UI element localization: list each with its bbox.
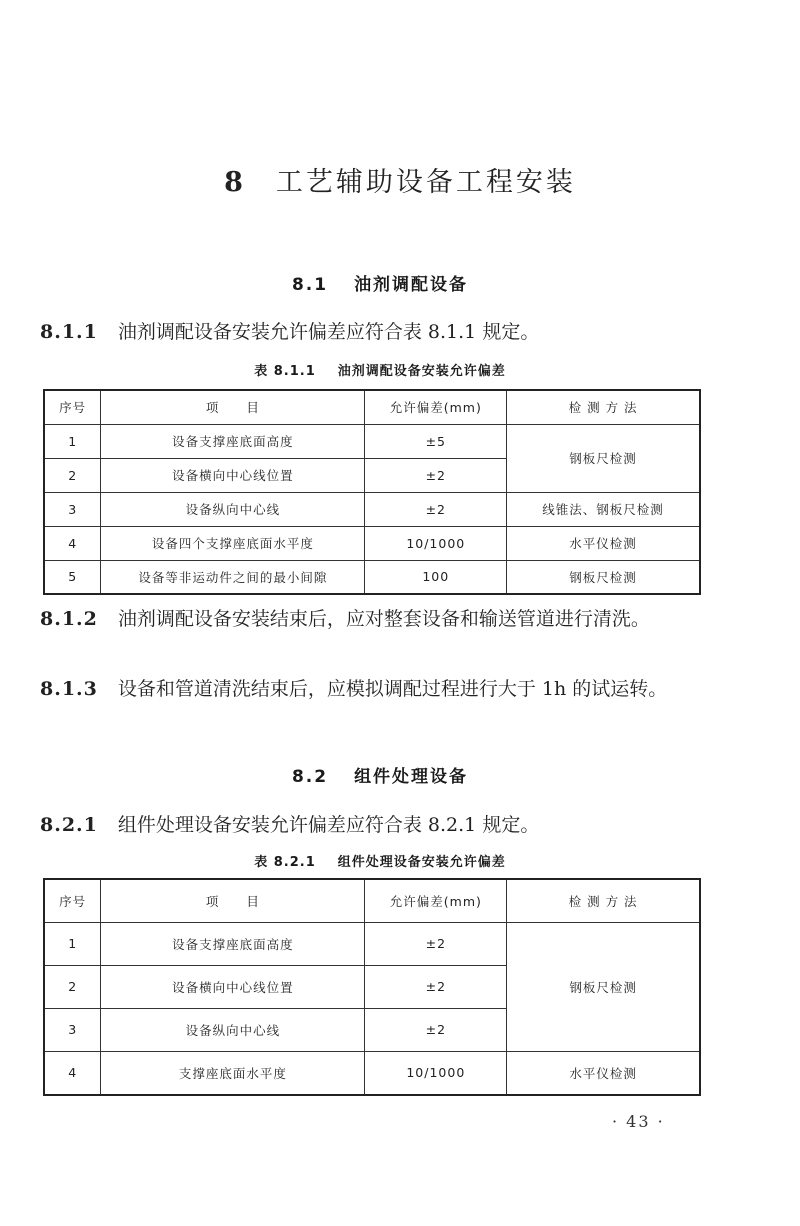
cell-method: 钢板尺检测 — [507, 560, 700, 594]
table-row — [44, 560, 700, 594]
header-method: 检 测 方 法 — [507, 879, 700, 922]
cell-method: 钢板尺检测 — [507, 922, 700, 1051]
table-row — [44, 492, 700, 526]
cell-method: 线锥法、钢板尺检测 — [507, 492, 700, 526]
clause-8-2-1 — [40, 808, 700, 842]
cell-item: 设备纵向中心线 — [101, 492, 365, 526]
section-title-text: 组件处理设备 — [354, 767, 469, 787]
table-row — [44, 922, 700, 965]
cell-tolerance: ±2 — [365, 458, 507, 492]
section-number: 8.1 — [291, 275, 329, 295]
table-caption-8-2-1 — [0, 851, 760, 870]
clause-number: 8.2.1 — [40, 814, 98, 836]
cell-tolerance: ±2 — [365, 492, 507, 526]
table-header-row — [44, 879, 700, 922]
table-caption-number: 表 8.2.1 — [254, 855, 316, 870]
header-tolerance: 允许偏差(mm) — [365, 879, 507, 922]
cell-no: 3 — [44, 1008, 101, 1051]
table-caption-title: 油剂调配设备安装允许偏差 — [337, 364, 506, 379]
clause-text: 油剂调配设备安装结束后，应对整套设备和输送管道进行清洗。 — [117, 608, 650, 630]
clause-number: 8.1.2 — [40, 608, 98, 630]
cell-no: 4 — [44, 1051, 101, 1095]
cell-item: 设备横向中心线位置 — [101, 458, 365, 492]
clause-8-1-2 — [40, 602, 700, 636]
cell-method: 水平仪检测 — [507, 526, 700, 560]
section-number: 8.2 — [291, 767, 329, 787]
table-caption-number: 表 8.1.1 — [254, 364, 316, 379]
cell-no: 5 — [44, 560, 101, 594]
chapter-title — [0, 160, 800, 199]
clause-text: 油剂调配设备安装允许偏差应符合表 8.1.1 规定。 — [117, 321, 540, 343]
chapter-number: 8 — [224, 167, 246, 198]
cell-tolerance: ±5 — [365, 424, 507, 458]
table-row — [44, 526, 700, 560]
cell-method: 水平仪检测 — [507, 1051, 700, 1095]
cell-item: 设备等非运动件之间的最小间隙 — [101, 560, 365, 594]
cell-tolerance: 100 — [365, 560, 507, 594]
cell-item: 设备四个支撑座底面水平度 — [101, 526, 365, 560]
cell-tolerance: ±2 — [365, 1008, 507, 1051]
cell-item: 设备横向中心线位置 — [101, 965, 365, 1008]
section-title-8-2 — [0, 762, 760, 787]
page-number: · 43 · — [612, 1112, 665, 1131]
clause-8-1-1 — [40, 315, 700, 349]
header-no: 序号 — [44, 390, 101, 424]
cell-item: 设备支撑座底面高度 — [101, 922, 365, 965]
cell-no: 2 — [44, 458, 101, 492]
cell-tolerance: 10/1000 — [365, 1051, 507, 1095]
section-title-8-1 — [0, 270, 760, 295]
header-item: 项 目 — [101, 390, 365, 424]
cell-tolerance: 10/1000 — [365, 526, 507, 560]
clause-number: 8.1.1 — [40, 321, 98, 343]
table-8-2-1 — [43, 878, 701, 1096]
cell-no: 3 — [44, 492, 101, 526]
header-method: 检 测 方 法 — [507, 390, 700, 424]
cell-tolerance: ±2 — [365, 922, 507, 965]
cell-method: 钢板尺检测 — [507, 424, 700, 492]
table-row — [44, 1051, 700, 1095]
cell-no: 1 — [44, 922, 101, 965]
header-tolerance: 允许偏差(mm) — [365, 390, 507, 424]
table-caption-title: 组件处理设备安装允许偏差 — [337, 855, 506, 870]
clause-number: 8.1.3 — [40, 678, 98, 700]
table-8-1-1 — [43, 389, 701, 595]
header-no: 序号 — [44, 879, 101, 922]
cell-no: 4 — [44, 526, 101, 560]
table-row — [44, 424, 700, 458]
cell-item: 设备纵向中心线 — [101, 1008, 365, 1051]
cell-tolerance: ±2 — [365, 965, 507, 1008]
table-caption-8-1-1 — [0, 360, 760, 379]
header-item: 项 目 — [101, 879, 365, 922]
cell-item: 支撑座底面水平度 — [101, 1051, 365, 1095]
clause-text: 组件处理设备安装允许偏差应符合表 8.2.1 规定。 — [117, 814, 540, 836]
table-header-row — [44, 390, 700, 424]
cell-no: 2 — [44, 965, 101, 1008]
chapter-title-text: 工艺辅助设备工程安装 — [275, 167, 576, 198]
clause-text: 设备和管道清洗结束后，应模拟调配过程进行大于 1h 的试运转。 — [117, 678, 668, 700]
clause-8-1-3 — [40, 672, 700, 706]
cell-item: 设备支撑座底面高度 — [101, 424, 365, 458]
cell-no: 1 — [44, 424, 101, 458]
section-title-text: 油剂调配设备 — [354, 275, 469, 295]
